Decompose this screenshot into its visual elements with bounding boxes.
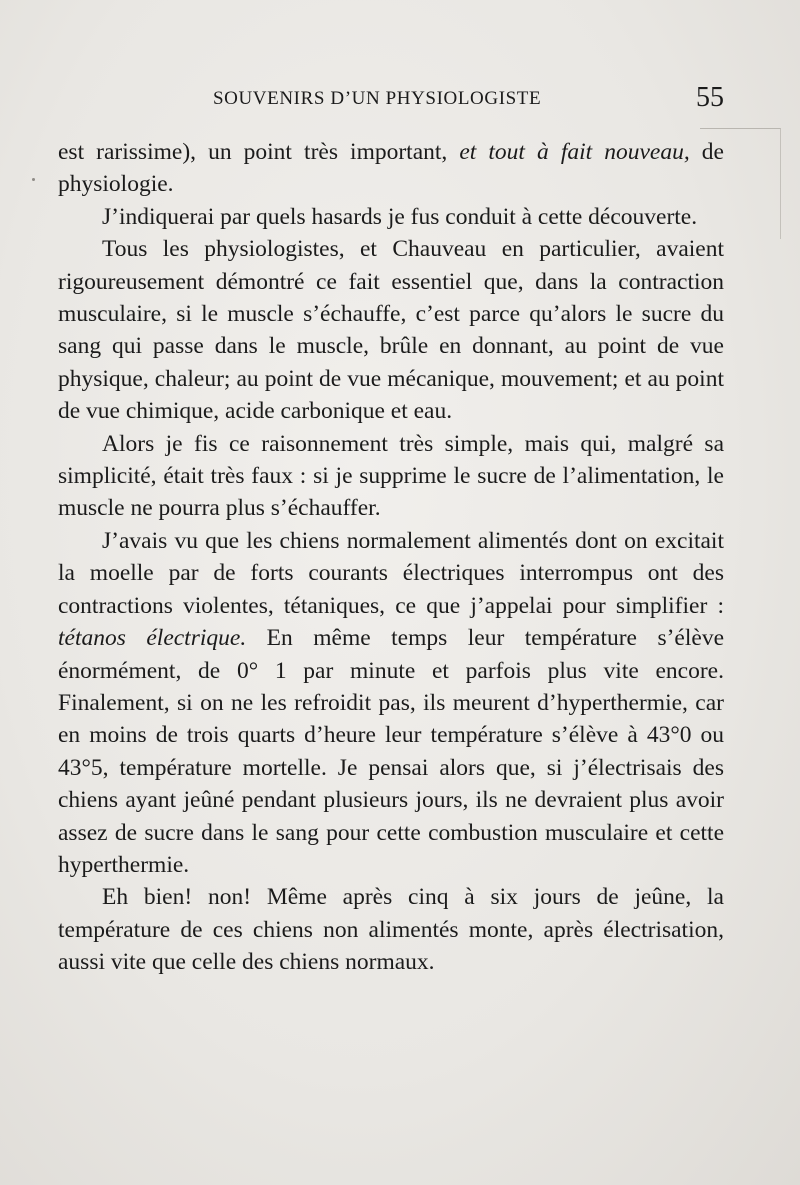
text-run: Alors je fis ce raisonnement très simple, mais qui, malgré sa simplicité, était très faux : si je supprime le sucre de l’alimentation, le muscle ne pourra plus s’échauffer. — [58, 430, 724, 522]
italic-run: et tout à fait nouveau, — [459, 139, 690, 165]
text-run: est rarissime), un point très important, — [58, 139, 460, 165]
paper-speck — [32, 178, 35, 181]
paragraph — [58, 201, 724, 233]
page-header — [58, 84, 724, 120]
text-run: Tous les physiologistes, et Chauveau en particulier, avaient rigoureusement démontré ce fait essentiel que, dans la contraction musculaire, si le muscle s’échauffe, c’est parce qu’alors le sucre du sang qui passe dans le muscle, brûle en donnant, au point de vue physique, chaleur; au point de vue mécanique, mouvement; et au point de vue chimique, acide carbonique et eau. — [58, 236, 724, 425]
running-title: SOUVENIRS D’UN PHYSIOLOGISTE — [213, 88, 542, 109]
paragraph — [58, 428, 724, 525]
text-run: Eh bien! non! Même après cinq à six jours de jeûne, la température de ces chiens non alimentés monte, après électrisation, aussi vite que celle des chiens normaux. — [58, 884, 724, 976]
paragraph — [58, 881, 724, 978]
italic-run: tétanos électrique. — [58, 625, 247, 652]
paragraph — [58, 233, 724, 427]
page-number: 55 — [696, 82, 724, 113]
text-run: de physiologie. — [58, 139, 724, 198]
body-text — [58, 136, 724, 979]
text-run: J’indiquerai par quels hasards je fus conduit à cette découverte. — [102, 203, 698, 230]
paragraph — [58, 136, 724, 201]
paragraph — [58, 525, 724, 881]
text-run: En même temps leur température s’élève énormément, de 0° 1 par minute et parfois plus vite encore. Finalement, si on ne les refroidit pas, ils meurent d’hyperthermie, car en moins de trois quarts d’heure leur température s’élève à 43°0 ou 43°5, température mortelle. Je pensai alors que, si j’électrisais des chiens ayant jeûné pendant plusieurs jours, ils ne devraient plus avoir assez de sucre dans le sang pour cette combustion musculaire et cette hyperthermie. — [58, 625, 724, 878]
text-run: J’avais vu que les chiens normalement alimentés dont on excitait la moelle par de forts courants électriques interrompus ont des contractions violentes, tétaniques, ce que j’appelai pour simplifier : — [58, 527, 724, 619]
